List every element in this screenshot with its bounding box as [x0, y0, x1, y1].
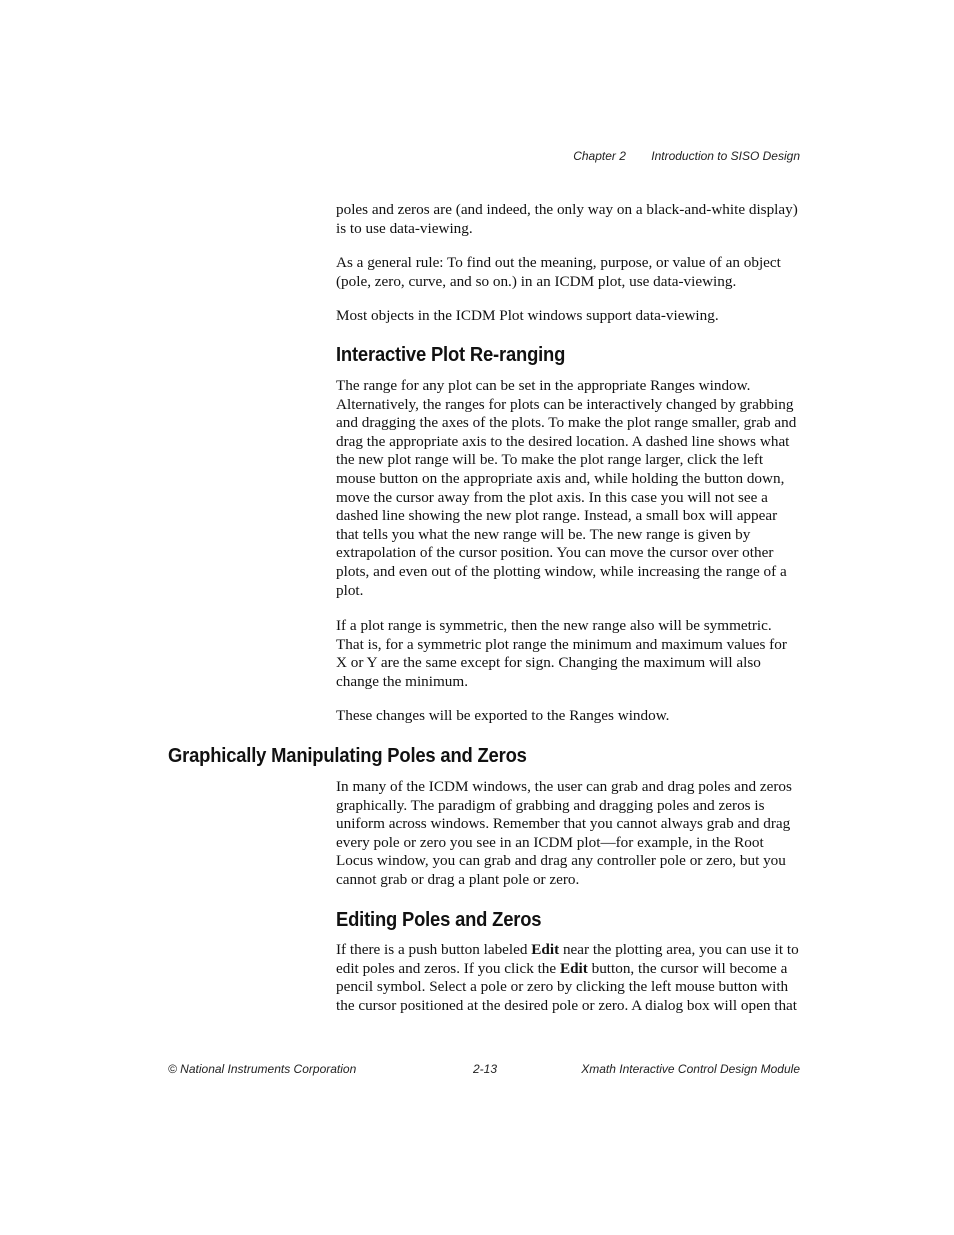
header-title: Introduction to SISO Design — [651, 149, 800, 163]
heading-editing-poles-zeros: Editing Poles and Zeros — [336, 909, 542, 931]
intro-text-1: poles and zeros are (and indeed, the only way on a black-and-white display) is to use data-viewing. — [336, 201, 798, 237]
editing-paragraph-1 — [336, 941, 800, 1015]
heading-graphically-manipulating: Graphically Manipulating Poles and Zeros — [168, 745, 527, 767]
footer-copyright: © National Instruments Corporation — [168, 1062, 357, 1076]
reranging-text-2: If a plot range is symmetric, then the new range also will be symmetric. That is, for a symmetric plot range the minimum and maximum values for X or Y are the same except for sign. Changing the maximum will also change the minimum. — [336, 617, 787, 690]
edit-term-1: Edit — [531, 941, 560, 958]
manipulating-paragraph-1 — [336, 778, 800, 890]
editing-text-part-1: If there is a push button labeled — [336, 941, 532, 958]
reranging-text-3: These changes will be exported to the Ranges window. — [336, 707, 670, 724]
heading-interactive-plot-reranging: Interactive Plot Re-ranging — [336, 344, 566, 366]
intro-paragraph-3 — [336, 307, 800, 326]
editing-text-part-3: button, the cursor will become a pencil symbol. Select a pole or zero by clicking the left mouse button with the cursor positioned at the desired pole or zero. A dialog box will open that — [336, 959, 798, 1014]
intro-text-2: As a general rule: To find out the meaning, purpose, or value of an object (pole, zero, curve, and so on.) in an ICDM plot, use data-viewing. — [336, 254, 781, 290]
reranging-paragraph-1 — [336, 377, 800, 600]
intro-text-3: Most objects in the ICDM Plot windows support data-viewing. — [336, 307, 719, 324]
footer-manual-title: Xmath Interactive Control Design Module — [581, 1062, 800, 1076]
editing-text-1 — [336, 941, 800, 1015]
edit-term-2: Edit — [559, 959, 588, 977]
running-header — [573, 149, 800, 163]
header-chapter: Chapter 2 — [573, 149, 626, 163]
reranging-text-1: The range for any plot can be set in the appropriate Ranges window. Alternatively, the ranges for plots can be interactively changed by grabbing and dragging the axes of the plots. To make the plot range smaller, grab and drag the appropriate axis to the desired location. A dashed line shows what the new plot range will be. To make the plot range larger, click the left mouse button on the appropriate axis and, while holding the button down, move the cursor away from the plot axis. In this case you will not see a dashed line showing the new plot range. Instead, a small box will appear that tells you what the new range will be. The new range is given by extrapolation of the cursor position. You can move the cursor over other plots, and even out of the plotting window, while increasing the range of a plot. — [336, 377, 797, 599]
intro-paragraph-1 — [336, 201, 800, 238]
reranging-paragraph-3 — [336, 707, 800, 726]
editing-text-part-2: near the plotting area, you can use it to edit poles and zeros. If you click the — [336, 941, 799, 977]
manipulating-text-1: In many of the ICDM windows, the user can grab and drag poles and zeros graphically. The paradigm of grabbing and dragging poles and zeros is uniform across windows. Remember that you cannot always grab and drag every pole or zero you see in an ICDM plot—for example, in the Root Locus window, you can grab and drag any controller pole or zero, but you cannot grab or drag a plant pole or zero. — [336, 778, 792, 888]
footer-page-number: 2-13 — [473, 1062, 498, 1076]
intro-paragraph-2 — [336, 254, 800, 291]
reranging-paragraph-2 — [336, 617, 800, 691]
